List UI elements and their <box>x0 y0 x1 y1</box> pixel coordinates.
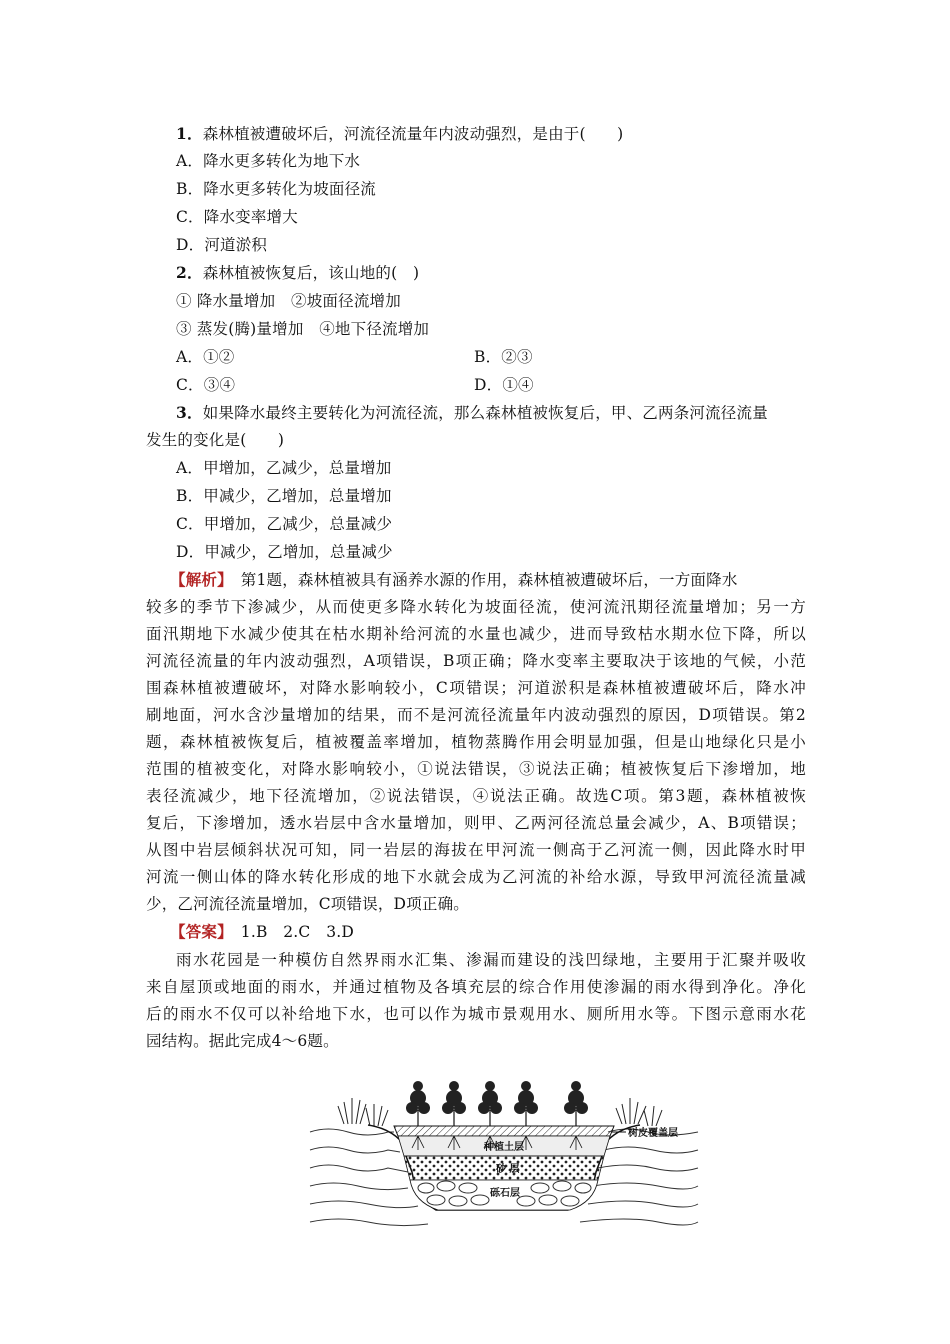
analysis-line: 表径流减少，地下径流增加，②说法错误，④说法正确。故选C项。第3题，森林植被恢 <box>146 787 806 805</box>
analysis-line: 面汛期地下水减少使其在枯水期补给河流的水量也减少，进而导致枯水期水位下降，所以 <box>146 625 806 643</box>
intro-text: 雨水花园是一种模仿自然界雨水汇集、渗漏而建设的浅凹绿地，主要用于汇聚并吸收 <box>176 951 806 969</box>
intro-line: 园结构。据此完成4～6题。 <box>146 1032 339 1050</box>
intro-line: 后的雨水不仅可以补给地下水，也可以作为城市景观用水、厕所用水等。下图示意雨水花 <box>146 1005 806 1023</box>
answer-line <box>170 922 354 942</box>
answer-text: 1.B 2.C 3.D <box>225 923 355 941</box>
q1-option-a: A．降水更多转化为地下水 <box>176 152 361 170</box>
bark-cover-layer <box>394 1126 614 1136</box>
question-text: 森林植被恢复后，该山地的( ) <box>202 264 420 282</box>
q2-option-c: C．③④ <box>176 376 236 394</box>
question-3-stem-cont: 发生的变化是( ) <box>146 431 285 449</box>
rain-garden-diagram <box>308 1080 700 1230</box>
intro-line <box>176 950 806 970</box>
soil-layer-label: 种植土层 <box>484 1142 524 1153</box>
analysis-line: 河流径流量的年内波动强烈，A项错误，B项正确；降水变率主要取决于该地的气候，小范 <box>146 652 806 670</box>
question-number: 1． <box>176 124 203 143</box>
analysis-line: 河流一侧山体的降水转化形成的地下水就会成为乙河流的补给水源，导致甲河流径流量减 <box>146 868 806 886</box>
q3-option-a: A．甲增加，乙减少，总量增加 <box>176 459 392 477</box>
question-1-stem <box>176 124 623 144</box>
q3-option-d: D．甲减少，乙增加，总量减少 <box>176 543 393 561</box>
q2-option-d: D．①④ <box>474 376 534 394</box>
q2-statement-2: ③ 蒸发(腾)量增加 ④地下径流增加 <box>176 320 430 338</box>
analysis-text: 第1题，森林植被具有涵养水源的作用，森林植被遭破坏后，一方面降水 <box>225 571 738 589</box>
answer-tag: 【答案】 <box>170 922 226 941</box>
analysis-line: 少，乙河流径流量增加，C项错误，D项正确。 <box>146 895 469 913</box>
question-number: 2． <box>176 263 203 282</box>
question-3-stem <box>176 403 768 423</box>
q2-option-a: A．①② <box>176 348 235 366</box>
analysis-line: 题，森林植被恢复后，植被覆盖率增加，植物蒸腾作用会明显加强，但是山地绿化只是小 <box>146 733 806 751</box>
analysis-line-1 <box>170 570 738 590</box>
question-number: 3． <box>176 403 203 422</box>
analysis-line: 从图中岩层倾斜状况可知，同一岩层的海拔在甲河流一侧高于乙河流一侧，因此降水时甲 <box>146 841 806 859</box>
analysis-line: 范围的植被变化，对降水影响较小，①说法错误，③说法正确；植被恢复后下渗增加，地 <box>146 760 806 778</box>
analysis-tag: 【解析】 <box>170 570 226 589</box>
analysis-line: 复后，下渗增加，透水岩层中含水量增加，则甲、乙两河径流总量会减少，A、B项错误； <box>146 814 806 832</box>
bark-layer-label: 树皮覆盖层 <box>628 1128 678 1139</box>
gravel-layer-label: 砾石层 <box>490 1188 520 1199</box>
question-text: 如果降水最终主要转化为河流径流，那么森林植被恢复后，甲、乙两条河流径流量 <box>202 404 768 422</box>
q3-option-b: B．甲减少，乙增加，总量增加 <box>176 487 392 505</box>
analysis-line: 围森林植被遭破坏，对降水影响较小，C项错误；河道淤积是森林植被遭破坏后，降水冲 <box>146 679 806 697</box>
analysis-line: 较多的季节下渗减少，从而使更多降水转化为坡面径流，使河流汛期径流量增加；另一方 <box>146 598 806 616</box>
sand-layer-label: 砂 层 <box>496 1164 520 1175</box>
q3-option-c: C．甲增加，乙减少，总量减少 <box>176 515 393 533</box>
q1-option-b: B．降水更多转化为坡面径流 <box>176 180 376 198</box>
intro-line: 来自屋顶或地面的雨水，并通过植物及各填充层的综合作用使渗漏的雨水得到净化。净化 <box>146 978 806 996</box>
q2-statement-1: ① 降水量增加 ②坡面径流增加 <box>176 292 401 310</box>
q2-option-b: B．②③ <box>474 348 533 366</box>
question-2-stem <box>176 263 419 283</box>
analysis-line: 刷地面，河水含沙量增加的结果，而不是河流径流量年内波动强烈的原因，D项错误。第2 <box>146 706 806 724</box>
q1-option-d: D．河道淤积 <box>176 236 268 254</box>
question-text: 森林植被遭破坏后，河流径流量年内波动强烈，是由于( ) <box>202 125 624 143</box>
q1-option-c: C．降水变率增大 <box>176 208 298 226</box>
